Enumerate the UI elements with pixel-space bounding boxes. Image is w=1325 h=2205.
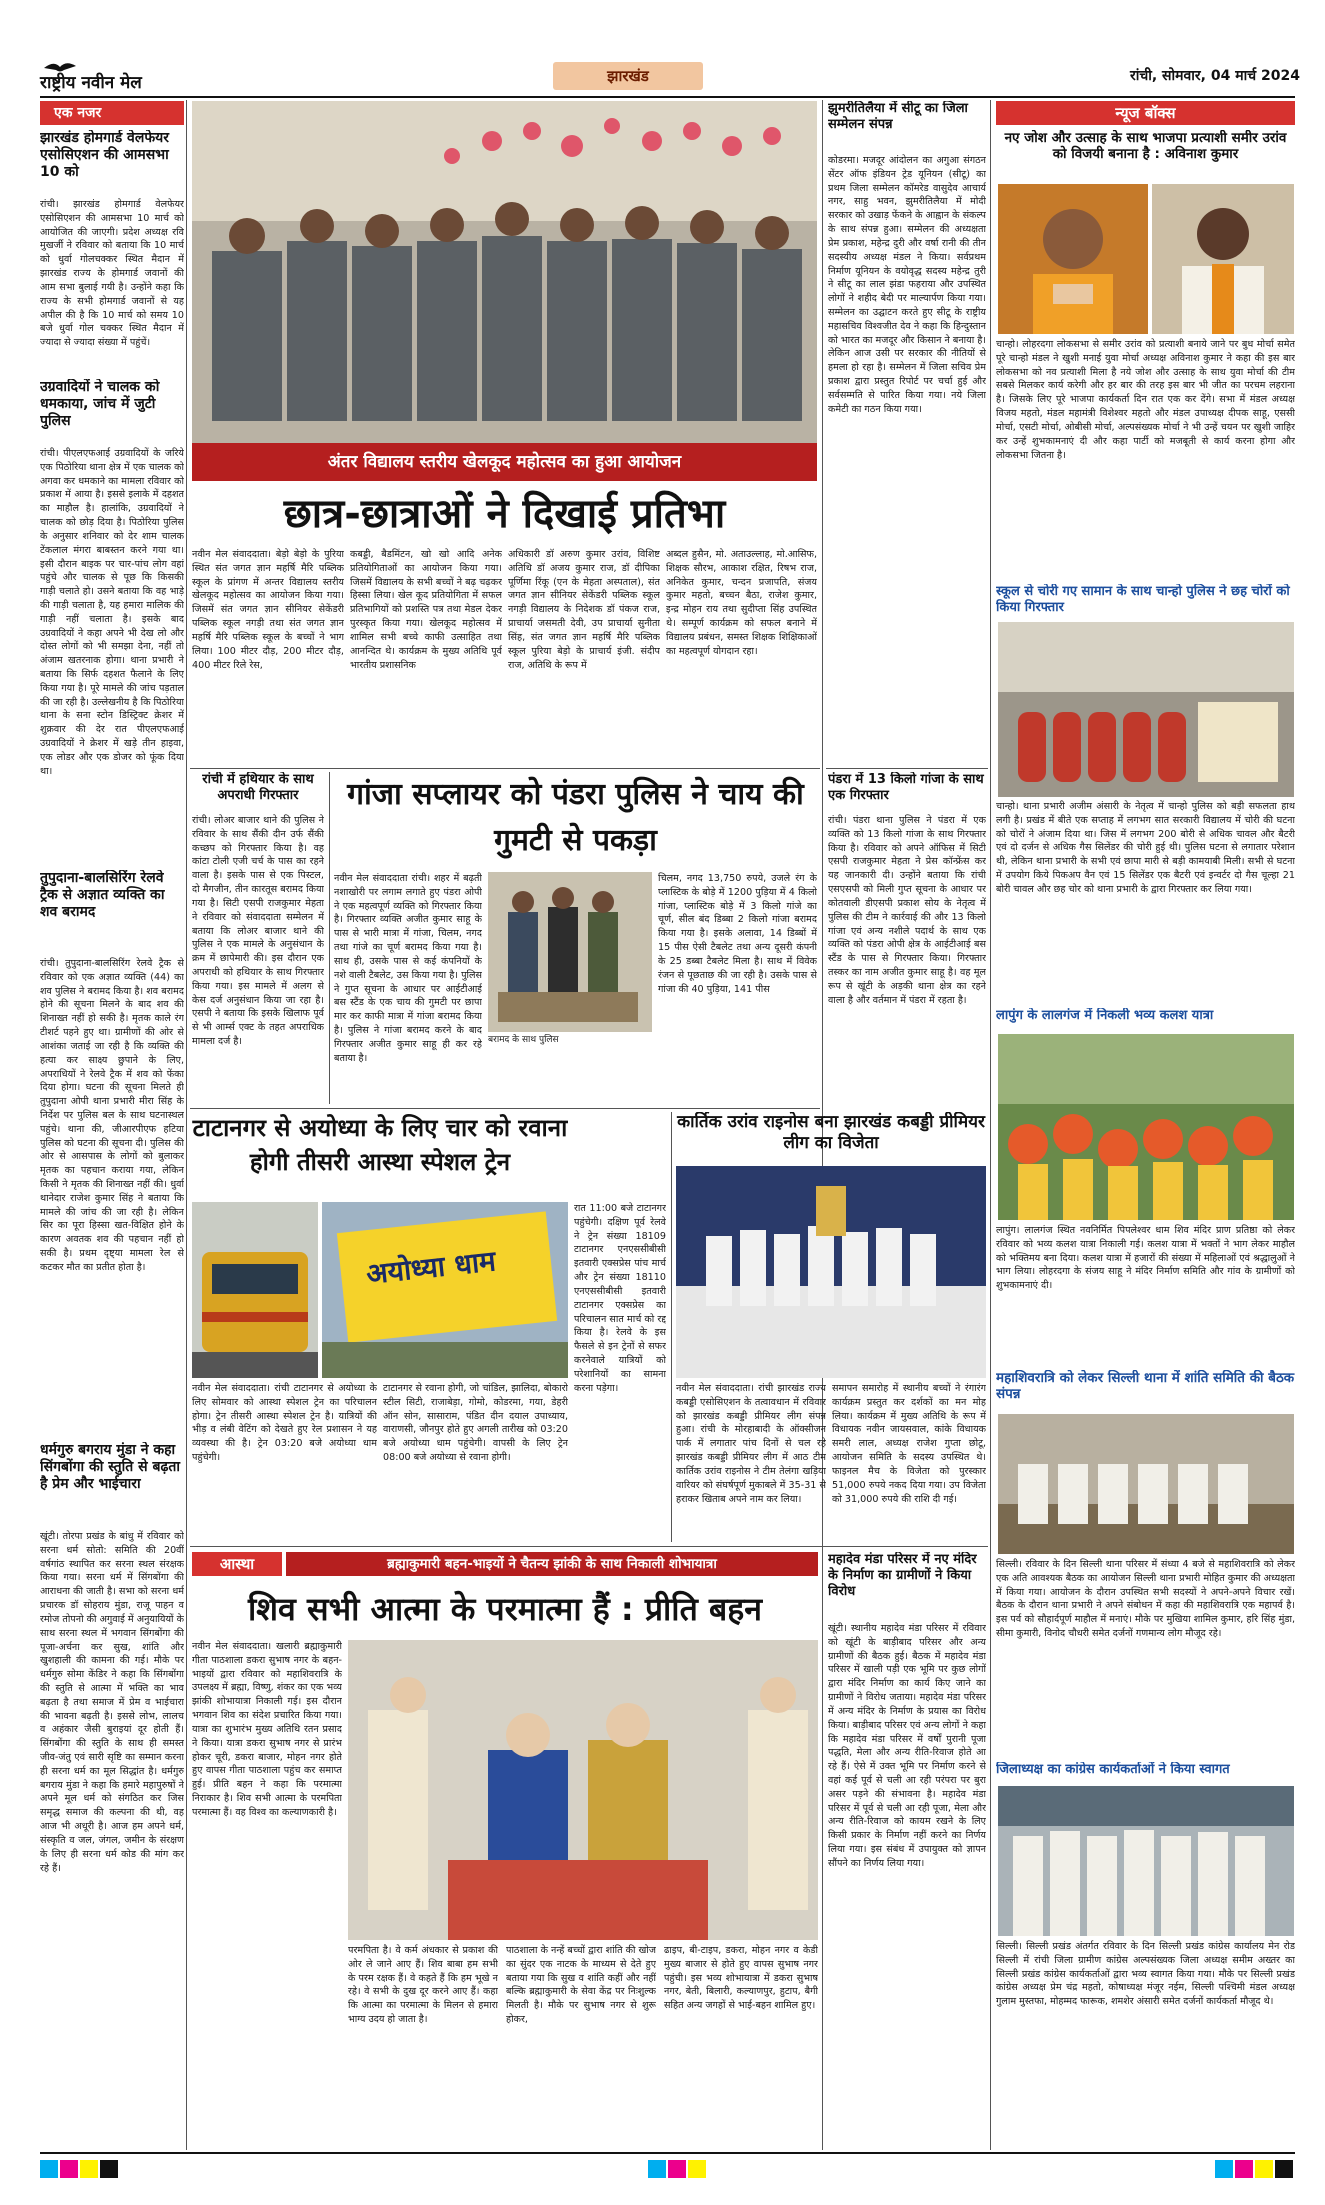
sports-body-col4: अब्दल हुसैन, मो. अताउल्लाह, मो.आसिफ, शिक्षक सौरभ, आकाश रक्षित, रिषभ राज, अनिकेत कुमार, चन्दन प्रजापति, संजय कुमार महतो, बच्चन बैठा, राजेश कुमार, इन्द्र मोहन राय तथा सुदीप्ता सिंह उपस्थित थे। सम्पूर्ण कार्यक्रम को सफल बनाने में विद्यालय प्रबंधन, समस्त शिक्षक शिक्षिकाओं का महत्वपूर्ण योगदान रहा। <box>666 549 817 657</box>
cmyk-swatch <box>100 2160 118 2178</box>
section-rule <box>190 1546 988 1547</box>
homeguard-headline: झारखंड होमगार्ड वेलफेयर एसोसिएशन की आमसभा 10 को <box>40 130 169 181</box>
newspaper-logo: राष्ट्रीय नवीन मेल <box>40 73 142 93</box>
ganja-headline: गांजा सप्लायर को पंडरा पुलिस ने चाय की गुमटी से पकड़ा <box>347 777 804 858</box>
section-rule <box>826 768 988 769</box>
sports-festival-photo <box>192 101 817 443</box>
cmyk-swatch <box>1255 2160 1273 2178</box>
aastha-body-col4: ढाइप, बी-टाइप, डकरा, मोहन नगर व केडी मुख्य बाजार से होते हुए वापस सुभाष नगर पहुंची। इस भव्य शोभायात्रा में डकरा सुभाष नगर, बेती, बिलारी, कल्याणपुर, हुटाप, बैगी सहित अन्य जगहों से भाई-बहन शामिल हुए। <box>664 1945 818 2012</box>
avinash-kumar-photo <box>998 184 1148 334</box>
cmyk-swatch <box>688 2160 706 2178</box>
homeguard-body: रांची। झारखंड होमगार्ड वेलफेयर एसोसिएशन की आमसभा 10 मार्च को आयोजित की जाएगी। प्रदेश अध्यक्ष रवि मुखर्जी ने रविवार को बताया कि 10 मार्च को धुर्वा गोलचक्कर स्थित मैदान में झारखंड राज्य के होमगार्ड जवानों की आम सभा बुलाई गयी है। उन्होंने कहा कि राज्य के सभी होमगार्ड जवानों से यह अपील की है कि 10 मार्च को समय 10 बजे धुर्वा गोल चक्कर स्थित मैदान में ज्यादा से ज्यादा संख्या में पहुंचें। <box>40 199 184 349</box>
lapung-kalash-headline: लापुंग के लालगंज में निकली भव्य कलश यात्रा <box>996 1008 1214 1023</box>
cmyk-swatch <box>668 2160 686 2178</box>
ayodhya-sign-photo <box>322 1202 568 1378</box>
aastha-body-col2: परमपिता है। वे कर्म अंधकार से प्रकाश की ओर ले जाने आए हैं। शिव बाबा हम सभी के परम रक्षक हैं। वे कहते हैं कि हम भूखे न रहे। वे सभी के दुख दूर करने आए हैं। कहा कि आत्मा का परमात्मा के मिलन से हमारा भाग्य उदय हो जाता है। <box>348 1945 498 2026</box>
cmyk-swatch <box>40 2160 58 2178</box>
ganja-body-col1: नवीन मेल संवाददाता रांची। शहर में बढ़ती नशाखोरी पर लगाम लगाते हुए पंडरा ओपी ने एक महत्वपूर्ण व्यक्ति को गिरफ्तार किया है। गिरफ्तार व्यक्ति अजीत कुमार साहू के पास से भारी मात्रा में गांजा, चिलम, नगद तथा गांजे का चूर्ण बरामद किया गया है। साथ ही, उसके पास से कई कंपनियों के नशे वाली टैबलेट, उस किया गया है। पुलिस ने गुप्त सूचना के आधार पर आईटीआई बस स्टैंड के एक चाय की गुमटी पर छापा मार कर काफी मात्रा में गांजा बरामद किया है। पुलिस ने गांजा बरामद करने के बाद गिरफ्तार अजीत कुमार साहू ही कर रहे बताया है। <box>334 873 482 1064</box>
ayodhya-sign-text: अयोध्या धाम <box>364 1244 498 1291</box>
tata-headline: टाटानगर से अयोध्या के लिए चार को रवाना होगी तीसरी आस्था स्पेशल ट्रेन <box>192 1114 568 1176</box>
tupudana-body: रांची। तुपुदाना-बालसिरिंग रेलवे ट्रैक से रविवार को एक अज्ञात व्यक्ति (44) का शव पुलिस ने बरामद किया है। शव बरामद होने की सूचना मिलने के बाद शव की शिनाख्त नहीं हो सकी है। मृतक काले रंग टीशर्ट पहने हुए था। ग्रामीणों की ओर से आशंका जताई जा रही है कि व्यक्ति की हत्या कर साक्ष्य छुपाने के लिए, अपराधियों ने रेलवे ट्रैक में शव को फेंका दिया होगा। घटना की सूचना मिलते ही तुपुदाना ओपी थाना प्रभारी मीरा सिंह के निर्देश पर पुलिस बल के साथ घटनास्थल पहुंचे। थाना की, जीआरपीएफ हटिया पुलिस को घटना की सूचना दी। पुलिस की ओर से आसपास के लोगों को बुलाकर मृतक का पहचान कराया गया, लेकिन किसी ने मृतक की शिनाख्त नहीं की। धुर्वा थानेदार राजेश कुमार सिंह ने बताया कि मामले की जांच की जा रही है। लेकिन सिर का पूरा हिस्सा खत-विक्षित होने के कारण अवतक शव की पहचान नहीं हो सकी है। प्रथम दृष्ट्या मामला रेल से कटकर मौत का प्रतीत होता है। <box>40 958 184 1273</box>
congress-workers-photo <box>998 1786 1294 1936</box>
kabaddi-headline: कार्तिक उरांव राइनोस बना झारखंड कबड्डी प्रीमियर लीग का विजेता <box>677 1112 985 1153</box>
sports-banner: अंतर विद्यालय स्तरीय खेलकूद महोत्सव का हुआ आयोजन <box>192 443 817 481</box>
aastha-tag: आस्था <box>192 1552 282 1576</box>
kabaddi-body-col1: नवीन मेल संवाददाता। रांची झारखंड राज्य कबड्डी एसोसिएशन के तत्वावधान में रविवार को झारखंड कबड्डी प्रीमियर लीग संपन्न हुआ। रांची के मोरहाबादी के ऑक्सीजन पार्क में लगातार पांच दिनों से चल रहे झारखंड कबड्डी प्रीमियर लीग में आठ टीम कार्तिक उरांव राइनोस ने टीम तेलंगा खड़िया वारियर को संघर्षपूर्ण मुकाबले में 35-31 से हराकर खिताब अपने नाम कर लिया। <box>676 1383 826 1505</box>
section-rule <box>190 768 820 769</box>
column-rule <box>990 100 991 2150</box>
ganja-police-photo <box>488 872 652 1032</box>
train-photo <box>192 1202 318 1378</box>
pandra-headline: पंडरा में 13 किलो गांजा के साथ एक गिरफ्तार <box>828 772 984 803</box>
bagray-munda-headline: धर्मगुरु बगराय मुंडा ने कहा सिंगबोंगा की स्तुति से बढ़ता है प्रेम और भाईचारा <box>40 1442 180 1493</box>
aastha-headline: शिव सभी आत्मा के परमात्मा हैं : प्रीति बहन <box>247 1590 763 1628</box>
sports-body-col3: अधिकारी डॉ अरुण कुमार उरांव, विशिष्ट अतिथि डॉ अजय कुमार राज, डॉ दीपिका पूर्णिमा रिंकू (एन के मेहता अस्पताल), संत जगत ज्ञान सीनियर सेकेंडरी पब्लिक स्कूल नगड़ी विद्यालय के निदेशक डॉ पंकज राज, प्राचार्या जसमती देवी, उप प्राचार्या सुनीता सिंह, संत जगत ज्ञान महर्षि मैरि पब्लिक स्कूल पुरिया बेड़ो के प्राचार्य इंजी. संदीप राज, अतिथि के रूप में <box>508 549 660 671</box>
congress-welcome-headline: जिलाध्यक्ष का कांग्रेस कार्यकर्ताओं ने किया स्वागत <box>996 1762 1230 1777</box>
news-box-tag: न्यूज बॉक्स <box>996 101 1295 125</box>
ganja-caption: बरामद के साथ पुलिस <box>488 1035 559 1045</box>
seized-items-photo <box>998 622 1294 797</box>
sports-body-col1: नवीन मेल संवाददाता। बेड़ो बेड़ो के पुरिया स्थित संत जगत ज्ञान महर्षि मैरि पब्लिक स्कूल के प्रांगण में अन्तर विद्यालय स्तरीय खेलकूद महोत्सव का आयोजन किया गया। जिसमें संत जगत ज्ञान सीनियर सेकेंडरी पब्लिक स्कूल नगड़ी तथा संत जगत ज्ञान महर्षि मैरि पब्लिक स्कूल के बच्चों ने भाग लिया। 100 मीटर दौड़, 200 मीटर दौड़, 400 मीटर रिले रेस, <box>192 549 344 671</box>
sameer-oraon-photo <box>1152 184 1294 334</box>
color-registration-strip <box>40 2160 1295 2180</box>
column-rule <box>329 772 330 1104</box>
masthead-rule <box>40 96 1295 98</box>
column-rule <box>186 100 187 2150</box>
tata-body-col3: रात 11:00 बजे टाटानगर पहुंचेगी। दक्षिण पूर्व रेलवे ने ट्रेन संख्या 18109 टाटानगर एनएससीबीसी इतवारी एक्सप्रेस पांच मार्च और ट्रेन संख्या 18110 एनएससीबीसी इतवारी टाटानगर एक्सप्रेस का परिचालन सात मार्च को रद्द किया है। रेलवे के इस फैसले से इन ट्रेनों से सफर करनेवाले यात्रियों को परेशानियों का सामना करना पड़ेगा। <box>574 1203 666 1394</box>
mahadev-headline: महादेव मंडा परिसर में नए मंदिर के निर्माण का ग्रामीणों ने किया विरोध <box>828 1552 977 1599</box>
weapon-body: रांची। लोअर बाजार थाने की पुलिस ने रविवार के साथ सैंकी दीन उर्फ सैंकी कच्छप को गिरफ्तार किया है। वह कांटा टोली एजी चर्च के पास का रहने वाला है। इसके पास से एक पिस्टल, दो मैगजीन, तीन कारतूस बरामद किया गया है। सिटी एसपी राजकुमार मेहता ने रविवार को संवाददाता सम्मेलन में बताया कि लोअर बाजार थाने की पुलिस ने एक मामले के अनुसंधान के क्रम में छापेमारी की। इस दौरान एक अपराधी को हथियार के साथ गिरफ्तार किया गया। इस मामले में अलग से केस दर्ज अनुसंधान किया जा रहा है। एसपी ने बताया कि इसके खिलाफ पूर्व से भी आर्म्स एक्ट के तहत अपराधिक मामला दर्ज है। <box>192 815 324 1047</box>
peace-committee-photo <box>998 1414 1294 1554</box>
silli-peace-body: सिल्ली। रविवार के दिन सिल्ली थाना परिसर में संध्या 4 बजे से महाशिवरात्रि को लेकर एक अति आवश्यक बैठक का आयोजन सिल्ली थाना प्रभारी मोहित कुमार की अध्यक्षता में किया गया। आयोजन के दौरान उपस्थित सभी सदस्यों ने अपने-अपने विचार रखें। बैठक के दौरान थाना प्रभारी ने अपने संबोधन में कहा की महाशिवरात्रि एक महापर्व है। इस पर्व को सौहार्दपूर्ण माहौल में मनाएं। मौके पर मुखिया शामिल कुमार, हरि सिंह मुंडा, सीमा कुमारी, विनोद चौधरी समेत दर्जनों गणमान्य लोग मौजूद रहे। <box>996 1559 1295 1640</box>
chanho-theft-body: चान्हो। थाना प्रभारी अजीम अंसारी के नेतृत्व में चान्हो पुलिस को बड़ी सफलता हाथ लगी है। प्रखंड में बीते एक सप्ताह में लगभग सात सरकारी विद्यालय में चोरी की घटना को चोरों ने अंजाम दिया था। जिस में लगभग 200 बोरी से अधिक चावल और बैटरी एवं दो दर्जन से अधिक गैस सिलेंडर की चोरी हुई थी। पुलिस घटना से लगातार परेशान थी, लेकिन थाना प्रभारी के सभी एवं छापा मारी से बड़ी कामयाबी मिली। सभी से घटना में उपयोग किये पिकअप वैन एवं 15 सिलेंडर एक बैटरी एवं इन्वर्टर दो गैस चूल्हा 21 बोरी चावल और छह चोर को थाना प्रभारी के द्वारा गिरफ्तार कर लिया गया। <box>996 801 1295 895</box>
footer-rule <box>40 2152 1295 2154</box>
section-tag: झारखंड <box>553 62 703 90</box>
pithoria-body: रांची। पीएलएफआई उग्रवादियों के जरिये एक पिठोरिया थाना क्षेत्र में एक चालक को अगवा कर धमकाने का मामला रविवार को प्रकाश में आया है। इससे इलाके में दहशत का माहौल है। हालांकि, उग्रवादियों ने चालक को छोड़ दिया है। पिठोरिया पुलिस के अनुसार शनिवार को देर शाम चालक टेंकलाल मंगरा बाबस्तन करने गया था। इसी दौरान बाइक पर चार-पांच लोग वहां पहुंचे और चालक से पूछ कि किसकी गाड़ी चलाते हो। उसने बताया कि वह भाड़े की गाड़ी चलाता है, यह हमारा मालिक की गाड़ी नहीं चलाता है। इसके बाद उग्रवादियों ने कहा अपने भी देख लो और दोस्त लोगों को भी समझा देना, नहीं तो अंजाम खतरनाक होगा। थाना प्रभारी ने बताया कि सिर्फ दहशत फैलाने के लिए किया गया है। पूरे मामले की जांच पड़ताल की जा रही है। उल्लेखनीय है कि पिठोरिया थाना के सना स्टोन डिस्ट्रिक्ट क्रेशर में शुक्रवार की देर रात पीएलएफआई उग्रवादियों ने क्रेशर में खड़े तीन हाइवा, एक लोडर और एक डोजर को फूंक दिया था। <box>40 448 184 777</box>
issue-date: रांची, सोमवार, 04 मार्च 2024 <box>1130 68 1300 84</box>
cmyk-swatch <box>1215 2160 1233 2178</box>
aastha-body-col3: पाठशाला के नन्हें बच्चों द्वारा शांति की खोज का सुंदर एक नाटक के माध्यम से देते हुए बताया गया कि सुख व शांति कहीं और नहीं बल्कि ब्रह्माकुमारी के सेवा केंद्र पर निःशुल्क मिलती है। मौके पर सुभाष नगर से शुरू होकर, <box>506 1945 656 2026</box>
cmyk-swatch <box>1275 2160 1293 2178</box>
sports-body-col2: कबड्डी, बैडमिंटन, खो खो आदि अनेक प्रतियोगिताओं का आयोजन किया गया। जिसमें विद्यालय के सभी बच्चों ने बढ़ चढ़कर हिस्सा लिया। खेल कूद प्रतियोगिता में सफल प्रतिभागियों को प्रशस्ति पत्र तथा मेडल देकर पुरस्कृत किया गया। खेलकूद महोत्सव में शामिल सभी बच्चे काफी उत्साहित तथा आनन्दित थे। कार्यक्रम के मुख्य अतिथि पूर्व भारतीय प्रशासनिक <box>350 549 502 671</box>
ganja-body-col2: चिलम, नगद 13,750 रुपये, उजले रंग के प्लास्टिक के बोड़े में 1200 पुड़िया में 4 किलो गांजा, प्लास्टिक बोड़े में 3 किलो गांजे का चूर्ण, सील बंद डिब्बा 2 किलो गांजा बरामद किया गया है। इसके अलावा, 14 डिब्बों में 15 पीस ऐसी टैबलेट तथा अन्य दूसरी कंपनी के 25 डब्बा टैबलेट मिला है। साथ में विवेक रंजन से पूछताछ की जा रही है। उसके पास से गांजा की 40 पुड़िया, 141 पीस <box>658 873 817 995</box>
kalash-yatra-photo <box>998 1034 1294 1220</box>
bagray-munda-body: खूंटी। तोरपा प्रखंड के बांधु में रविवार को सरना धर्म सोतो: समिति की 20वीं वर्षगांठ स्थापित कर सरना स्थल संरक्षक किया गया। सरना धर्म में सिंगबोंगा की आराधना की जाती है। सभा को सरना धर्म प्रचारक डॉ सोहराय मुंडा, राजू पाहन व रमोज तोपनो की अगुवाई में अनुयायियों के साथ सरना स्थल में भगवान सिंगबोंगा की पूजा-अर्चना कर सुख, शांति और खुशहाली की कामना की गई। मौके पर धर्मगुरु सोमा केंडिर ने कहा कि सिंगबोंगा की स्तुति से आत्मा में भक्ति का भाव बढ़ता है तथा समाज में प्रेम व भाईचारा की भावना बढ़ती है। इससे लोभ, लालच व अहंकार जैसी बुराइयां दूर होती हैं। सिंगबोंगा की स्तुति के साथ ही समस्त जीव-जंतु एवं सारी सृष्टि का सम्मान करना ही सरना धर्म का मूल सिद्धांत है। धर्मगुरु बगराय मुंडा ने कहा कि हमारे महापुरुषों ने अपने मूल धर्म को संगठित कर जिस समृद्ध समाज की कल्पना की थी, वह आज भी अधूरी है। आज हम अपने धर्म, संस्कृति व जल, जंगल, जमीन के संरक्षण के लिए ही सरना धर्म कोड की मांग कर रहे हैं। <box>40 1531 184 1874</box>
pandra-body: रांची। पंडरा थाना पुलिस ने पंडरा में एक व्यक्ति को 13 किलो गांजा के साथ गिरफ्तार किया है। रविवार को अपने ऑफिस में सिटी एसपी राजकुमार मेहता ने प्रेस कॉन्फ्रेंस कर यह जानकारी दी। उन्होंने बताया कि रांची एसएसपी को मिली गुप्त सूचना के आधार पर कोतवाली डीएसपी प्रकाश सोय के नेतृत्व में पुलिस की टीम ने कार्रवाई की और 13 किलो गांजा एवं अन्य नशीले पदार्थ के साथ एक व्यक्ति को पंडरा ओपी क्षेत्र के आईटीआई बस स्टैंड के पास से गिरफ्तार किया। गिरफ्तार तस्कर का नाम अजीत कुमार साहू है। वह मूल रूप से खूंटी के अड़की थाना क्षेत्र का रहने वाला है और वर्तमान में पंडरा में रहता है। <box>828 815 986 1006</box>
weapon-headline: रांची में हथियार के साथ अपराधी गिरफ्तार <box>202 772 314 803</box>
tata-body-col2: टाटानगर से रवाना होगी, जो चांडिल, झालिदा, बोकारो स्टील सिटी, राजाबेड़ा, गोमो, कोडरमा, गया, डेहरी ऑन सोन, सासाराम, पंडित दीन दयाल उपाध्याय, वाराणसी, जौनपुर होते हुए अगली तारीख को 03:20 बजे अयोध्या धाम पहुंचेगी। वापसी के लिए ट्रेन 08:00 बजे अयोध्या से रवाना होगी। <box>383 1383 568 1464</box>
sports-headline: छात्र-छात्राओं ने दिखाई प्रतिभा <box>283 491 726 537</box>
chanho-theft-headline: स्कूल से चोरी गए सामान के साथ चान्हो पुलिस ने छह चोरों को किया गिरफ्तार <box>996 584 1290 615</box>
cmyk-swatch <box>80 2160 98 2178</box>
silli-peace-headline: महाशिवरात्रि को लेकर सिल्ली थाना में शांति समिति की बैठक संपन्न <box>996 1370 1295 1403</box>
mahadev-body: खूंटी। स्थानीय महादेव मंडा परिसर में रविवार को खूंटी के बाड़ीबाद परिसर और अन्य ग्रामीणों की बैठक हुई। बैठक में महादेव मंडा परिसर में खाली पड़ी एक भूमि पर कुछ लोगों द्वारा मंदिर निर्माण का कार्य किए जाने का ग्रामीणों ने विरोध जताया। महादेव मंडा परिसर में अन्य मंदिर के निर्माण के प्रयास का विरोध किया। बाड़ीबाद परिसर एवं अन्य लोगों ने कहा कि महादेव मंडा परिसर में वर्षों पुरानी पूजा पद्धति, मेला और अन्य रीति-रिवाज होते आ रहे हैं। ऐसे में उक्त भूमि पर निर्माण करने से वहां कई पूर्व से चली आ रही परंपरा पर बुरा असर पड़ने की संभावना है। महादेव मंडा परिसर में पूर्व से चली आ रही पूजा, मेला और अन्य रीति-रिवाज को कायम रखने के लिए किसी प्रकार के निर्माण नहीं करने का निर्णय लिया गया। इस संबंध में उपायुक्त को ज्ञापन सौंपने का निर्णय लिया गया। <box>828 1623 986 1869</box>
lapung-kalash-body: लापुंग। लालगंज स्थित नवनिर्मित पिपलेश्वर धाम शिव मंदिर प्राण प्रतिष्ठा को लेकर रविवार को भव्य कलश यात्रा निकाली गई। कलश यात्रा में भक्तों ने भाग लेकर माहौल को भक्तिमय बना दिया। कलश यात्रा में हजारों की संख्या में महिलाओं एवं श्रद्धालुओं ने भाग लिया। लोहरदगा के संजय साहू ने मंदिर निर्माण समिति और गांव के ग्रामीणों को शुभकामनाएं दी। <box>996 1225 1295 1292</box>
sameer-oraon-headline: नए जोश और उत्साह के साथ भाजपा प्रत्याशी समीर उरांव को विजयी बनाना है : अविनाश कुमार <box>1004 130 1287 163</box>
ek-nazar-tag: एक नजर <box>40 101 184 125</box>
tata-body-col1: नवीन मेल संवाददाता। रांची टाटानगर से अयोध्या के लिए सोमवार को आस्था स्पेशल ट्रेन का परिचालन होगा। ट्रेन तीसरी आस्था स्पेशल ट्रेन है। यात्रियों की भीड़ व लंबी वेटिंग को देखते हुए रेल प्रशासन ने यह व्यवस्था की है। ट्रेन 03:20 बजे अयोध्या धाम पहुंचेगी। <box>192 1383 377 1464</box>
congress-welcome-body: सिल्ली। सिल्ली प्रखंड अंतर्गत रविवार के दिन सिल्ली प्रखंड कांग्रेस कार्यालय मेन रोड सिल्ली में रांची जिला ग्रामीण कांग्रेस अल्पसंख्यक जिला अध्यक्ष समीम अख्तर का सिल्ली प्रखंड कांग्रेस कार्यकर्ताओं द्वारा भव्य स्वागत किया गया। मौके पर सिल्ली प्रखंड कांग्रेस अध्यक्ष प्रेम चंद्र महतो, कोषाध्यक्ष मंजूर नईम, सिल्ली पश्चिमी मंडल अध्यक्ष गुलाम मुस्तफा, मोहम्मद फारूक, शमशेर अंसारी समेत दर्जनों कार्यकर्ता मौजूद थे। <box>996 1941 1295 2008</box>
tupudana-headline: तुपुदाना-बालसिरिंग रेलवे ट्रैक से अज्ञात व्यक्ति का शव बरामद <box>40 870 165 921</box>
aastha-banner: ब्रह्माकुमारी बहन-भाइयों ने चैतन्य झांकी के साथ निकाली शोभायात्रा <box>286 1552 818 1576</box>
kabaddi-team-photo <box>676 1166 986 1378</box>
cmyk-swatch <box>648 2160 666 2178</box>
aastha-body-col1: नवीन मेल संवाददाता। खलारी ब्रह्माकुमारी गीता पाठशाला डकरा सुभाष नगर के बहन-भाइयों द्वारा रविवार को महाशिवरात्रि के उपलक्ष्य में ब्रह्मा, विष्णु, शंकर का एक भव्य झांकी शोभायात्रा निकाली गई। इस दौरान भगवान शिव का संदेश प्रचारित किया गया। यात्रा का शुभारंभ मुख्य अतिथि रतन प्रसाद ने किया। यात्रा डकरा सुभाष नगर से प्रारंभ होकर चूरी, डकरा बाजार, मोहन नगर होते हुए वापस गीता पाठशाला पहुंच कर समाप्त हुई। प्रीति बहन ने कहा कि परमात्मा निराकार है। शिव सभी आत्मा के परमपिता परमात्मा हैं। वह विश्व का कल्याणकारी है। <box>192 1641 342 1818</box>
jhumri-headline: झुमरीतिलैया में सीटू का जिला सम्मेलन संपन्न <box>828 101 968 132</box>
jhumri-body: कोडरमा। मजदूर आंदोलन का अगुआ संगठन सेंटर ऑफ इंडियन ट्रेड यूनियन (सीटू) का प्रथम जिला सम्मेलन कॉमरेड वासुदेव आचार्य नगर, साहु भवन, झुमरीतिलैया में मोदी सरकार को उखाड़ फेंकने के आह्वान के संकल्प के साथ संपन्न हुआ। सम्मेलन की अध्यक्षता प्रेम प्रकाश, महेन्द्र दुरी और वर्षा रानी की तीन सदस्यीय अध्यक्ष मंडल ने किया। सर्वप्रथम निर्माण यूनियन के वयोवृद्ध सदस्य महेन्द्र तुरी ने सीटू का लाल झंडा फहराया और उपस्थित लोगों ने शहीद बेदी पर माल्यार्पण किया गया। सम्मेलन का उद्घाटन करते हुए सीटू के राष्ट्रीय महासचिव विश्वजीत देव ने कहा कि हिन्दुस्तान को भारत का मजदूर और किसान ने बनाया है। लेकिन आज उसी पर सरकार की नीतियों से हमला हो रहा है। सम्मेलन में जिला सचिव प्रेम प्रकाश द्वारा प्रस्तुत रिपोर्ट पर चर्चा हुई और सर्वसम्मति से पारित किया गया। नये जिला कमेटी का गठन किया गया। <box>828 155 986 415</box>
section-rule <box>190 1108 820 1109</box>
cmyk-swatch <box>1235 2160 1253 2178</box>
cmyk-swatch <box>60 2160 78 2178</box>
pithoria-headline: उग्रवादियों ने चालक को धमकाया, जांच में जुटी पुलिस <box>40 379 160 430</box>
kabaddi-body-col2: समापन समारोह में स्थानीय बच्चों ने रंगारंग कार्यक्रम प्रस्तुत कर दर्शकों का मन मोह लिया। कार्यक्रम में मुख्य अतिथि के रूप में विधायक नवीन जायसवाल, कांके विधायक समरी लाल, अध्यक्ष राजेश गुप्ता छोटू, आयोजन समिति के सदस्य उपस्थित थे। फाइनल मैच के विजेता को पुरस्कार 51,000 रुपये नकद दिया गया। उप विजेता को 31,000 रुपये की राशि दी गई। <box>832 1383 986 1505</box>
column-rule <box>671 1112 672 1542</box>
brahmakumari-jhanki-photo <box>348 1640 818 1940</box>
sameer-oraon-body: चान्हो। लोहरदगा लोकसभा से समीर उरांव को प्रत्याशी बनाये जाने पर बुध मोर्चा समेत पूरे चान्हो मंडल ने खुशी मनाई युवा मोर्चा अध्यक्ष अविनाश कुमार ने कहा की इस बार लोकसभा को नव प्रत्याशी मिला है नये जोश और उत्साह के साथ युवा मोर्चा की टीम सबसे मिलकर कार्य करेगी और हर बार की तरह इस बार भी जीत का परचम लहराना है। जिसके लिए पूरे भाजपा कार्यकर्ता दिन रात एक कर देंगे। सभा में मंडल अध्यक्ष विजय महतो, मंडल महामंत्री विशेश्वर महतो और मंडल उपाध्यक्ष दीपक साहू, एससी मोर्चा, एसटी मोर्चा, ओबीसी मोर्चा, अल्पसंख्यक मोर्चा ने भी उन्हें चयन पर खुशी जाहिर कर उन्हें शुभकामनाएं दी और कहा पार्टी को मजबूती से कार्य करना होगा और लोकसभा जितना है। <box>996 339 1295 461</box>
